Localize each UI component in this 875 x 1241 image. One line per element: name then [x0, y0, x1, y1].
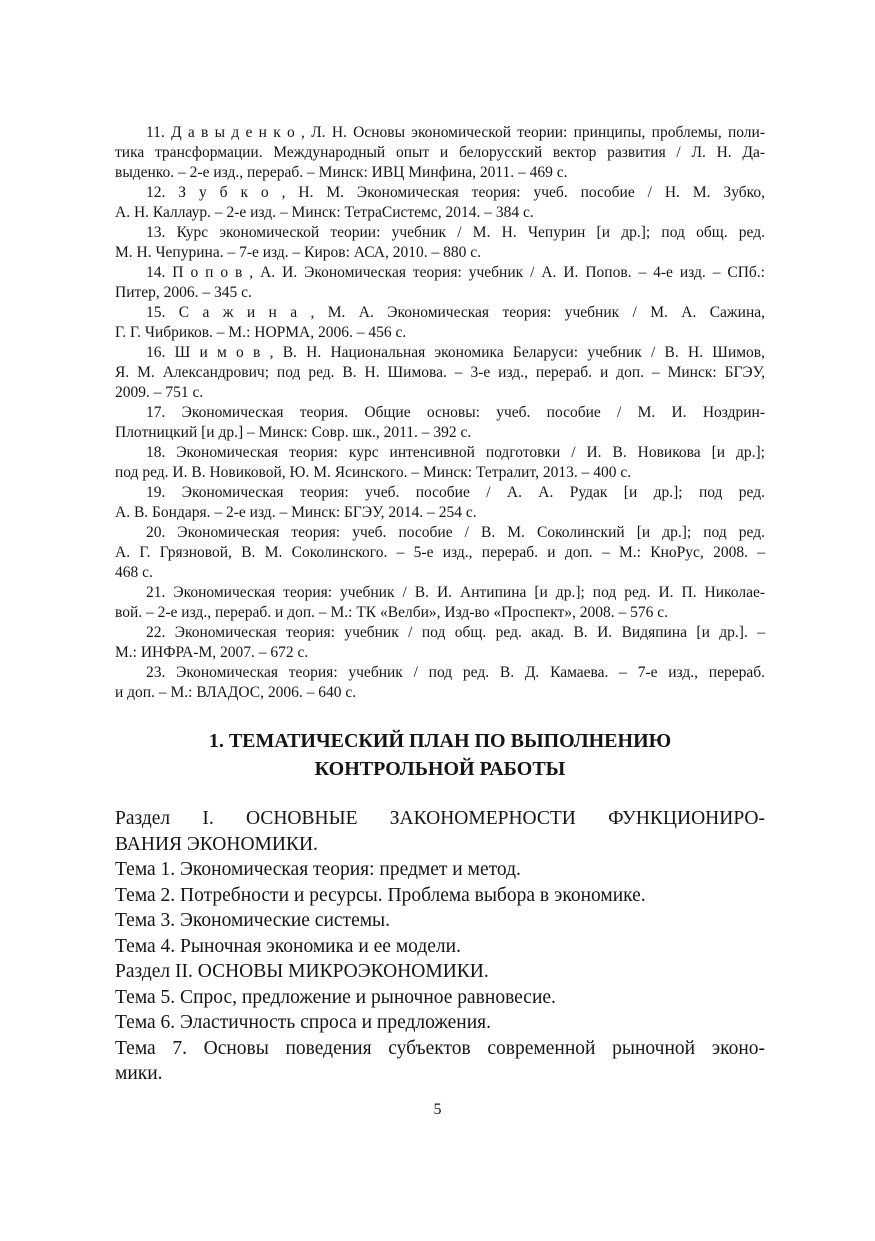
bibliography-line: тика трансформации. Международный опыт и белорусский вектор развития / Л. Н. Да- — [115, 144, 765, 161]
bibliography-item-12 — [115, 183, 765, 223]
bibliography-line: Плотницкий [и др.] – Минск: Совр. шк., 2011. – 392 с. — [115, 424, 472, 441]
bibliography-line: 17. Экономическая теория. Общие основы: учеб. пособие / М. И. Ноздрин- — [146, 404, 765, 421]
plan-line: Тема 7. Основы поведения субъектов современной рыночной эконо- — [115, 1037, 765, 1059]
plan-line: Тема 5. Спрос, предложение и рыночное равновесие. — [115, 986, 556, 1008]
bibliography-item-13 — [115, 223, 765, 263]
plan-line: Тема 6. Эластичность спроса и предложения. — [115, 1012, 491, 1033]
plan-line: Тема 1. Экономическая теория: предмет и метод. — [115, 859, 521, 880]
plan-item-section-1 — [115, 806, 765, 857]
bibliography-line: А. В. Бондаря. – 2-е изд. – Минск: БГЭУ, 2014. – 254 с. — [115, 504, 477, 521]
bibliography-item-14 — [115, 263, 765, 303]
bibliography-line: 15. С а ж и н а , М. А. Экономическая теория: учебник / М. А. Сажина, — [146, 304, 765, 321]
bibliography-line: 21. Экономическая теория: учебник / В. И. Антипина [и др.]; под ред. И. П. Николае- — [146, 584, 765, 601]
section-heading-line: КОНТРОЛЬНОЙ РАБОТЫ — [314, 758, 566, 780]
bibliography-line: Я. М. Александрович; под ред. В. Н. Шимова. – 3-е изд., перераб. и доп. – Минск: БГЭУ, — [115, 364, 765, 381]
bibliography-item-20 — [115, 523, 765, 583]
bibliography-line: 23. Экономическая теория: учебник / под ред. В. Д. Камаева. – 7-е изд., перераб. — [146, 664, 765, 681]
plan-line: Тема 2. Потребности и ресурсы. Проблема выбора в экономике. — [115, 884, 646, 906]
section-heading-line: 1. ТЕМАТИЧЕСКИЙ ПЛАН ПО ВЫПОЛНЕНИЮ — [208, 730, 672, 752]
section-heading — [115, 727, 765, 783]
bibliography-line: вой. – 2-е изд., перераб. и доп. – М.: ТК «Велби», Изд-во «Проспект», 2008. – 576 с. — [115, 604, 669, 621]
bibliography-line: 2009. – 751 с. — [115, 384, 204, 401]
bibliography-line: выденко. – 2-е изд., перераб. – Минск: ИВЦ Минфина, 2011. – 469 с. — [115, 164, 568, 181]
thematic-plan — [115, 806, 765, 1087]
bibliography-item-23 — [115, 663, 765, 703]
bibliography-item-11 — [115, 123, 765, 183]
plan-item-topic-1 — [115, 857, 765, 883]
bibliography-item-21 — [115, 583, 765, 623]
bibliography-line: Г. Г. Чибриков. – М.: НОРМА, 2006. – 456 с. — [115, 324, 407, 341]
plan-item-topic-6 — [115, 1010, 765, 1036]
bibliography-line: 20. Экономическая теория: учеб. пособие / В. М. Соколинский [и др.]; под ред. — [146, 524, 765, 541]
bibliography-line: 22. Экономическая теория: учебник / под общ. ред. акад. В. И. Видяпина [и др.]. – — [146, 624, 765, 641]
plan-item-topic-2 — [115, 883, 765, 909]
bibliography-line: 12. З у б к о , Н. М. Экономическая теория: учеб. пособие / Н. М. Зубко, — [146, 184, 765, 201]
bibliography-line: А. Н. Каллаур. – 2-е изд. – Минск: ТетраСистемс, 2014. – 384 с. — [115, 204, 534, 221]
plan-line: мики. — [115, 1063, 163, 1084]
plan-item-topic-7 — [115, 1036, 765, 1087]
plan-item-topic-3 — [115, 908, 765, 934]
bibliography-line: 11. Д а в ы д е н к о , Л. Н. Основы экономической теории: принципы, проблемы, поли- — [146, 124, 765, 141]
bibliography-list — [115, 123, 765, 703]
bibliography-item-17 — [115, 403, 765, 443]
bibliography-line: 16. Ш и м о в , В. Н. Национальная экономика Беларуси: учебник / В. Н. Шимов, — [146, 344, 765, 361]
plan-line: Тема 4. Рыночная экономика и ее модели. — [115, 935, 461, 957]
bibliography-line: 13. Курс экономической теории: учебник / М. Н. Чепурин [и др.]; под общ. ред. — [146, 224, 765, 241]
bibliography-line: М. Н. Чепурина. – 7-е изд. – Киров: АСА, 2010. – 880 с. — [115, 244, 481, 261]
bibliography-line: 18. Экономическая теория: курс интенсивной подготовки / И. В. Новикова [и др.]; — [146, 444, 765, 461]
bibliography-line: 19. Экономическая теория: учеб. пособие / А. А. Рудак [и др.]; под ред. — [146, 484, 765, 501]
bibliography-line: 468 с. — [115, 564, 153, 581]
plan-item-topic-5 — [115, 985, 765, 1011]
bibliography-line: М.: ИНФРА-М, 2007. – 672 с. — [115, 644, 309, 661]
bibliography-line: под ред. И. В. Новиковой, Ю. М. Ясинского. – Минск: Тетралит, 2013. – 400 с. — [115, 464, 632, 481]
bibliography-line: и доп. – М.: ВЛАДОС, 2006. – 640 с. — [115, 684, 357, 701]
bibliography-item-22 — [115, 623, 765, 663]
page-content — [115, 123, 765, 1087]
plan-line: ВАНИЯ ЭКОНОМИКИ. — [115, 833, 318, 855]
bibliography-item-18 — [115, 443, 765, 483]
bibliography-line: А. Г. Грязновой, В. М. Соколинского. – 5-е изд., перераб. и доп. – М.: КноРус, 2008. – — [115, 544, 765, 561]
plan-line: Тема 3. Экономические системы. — [115, 910, 391, 931]
page-number: 5 — [433, 1101, 442, 1118]
bibliography-item-16 — [115, 343, 765, 403]
plan-line: Раздел I. ОСНОВНЫЕ ЗАКОНОМЕРНОСТИ ФУНКЦИОНИРО- — [115, 808, 765, 829]
bibliography-line: 14. П о п о в , А. И. Экономическая теория: учебник / А. И. Попов. – 4-е изд. – СПб.: — [146, 264, 765, 281]
plan-item-section-2 — [115, 959, 765, 985]
bibliography-line: Питер, 2006. – 345 с. — [115, 284, 252, 301]
bibliography-item-19 — [115, 483, 765, 523]
plan-line: Раздел II. ОСНОВЫ МИКРОЭКОНОМИКИ. — [115, 961, 489, 982]
bibliography-item-15 — [115, 303, 765, 343]
plan-item-topic-4 — [115, 934, 765, 960]
